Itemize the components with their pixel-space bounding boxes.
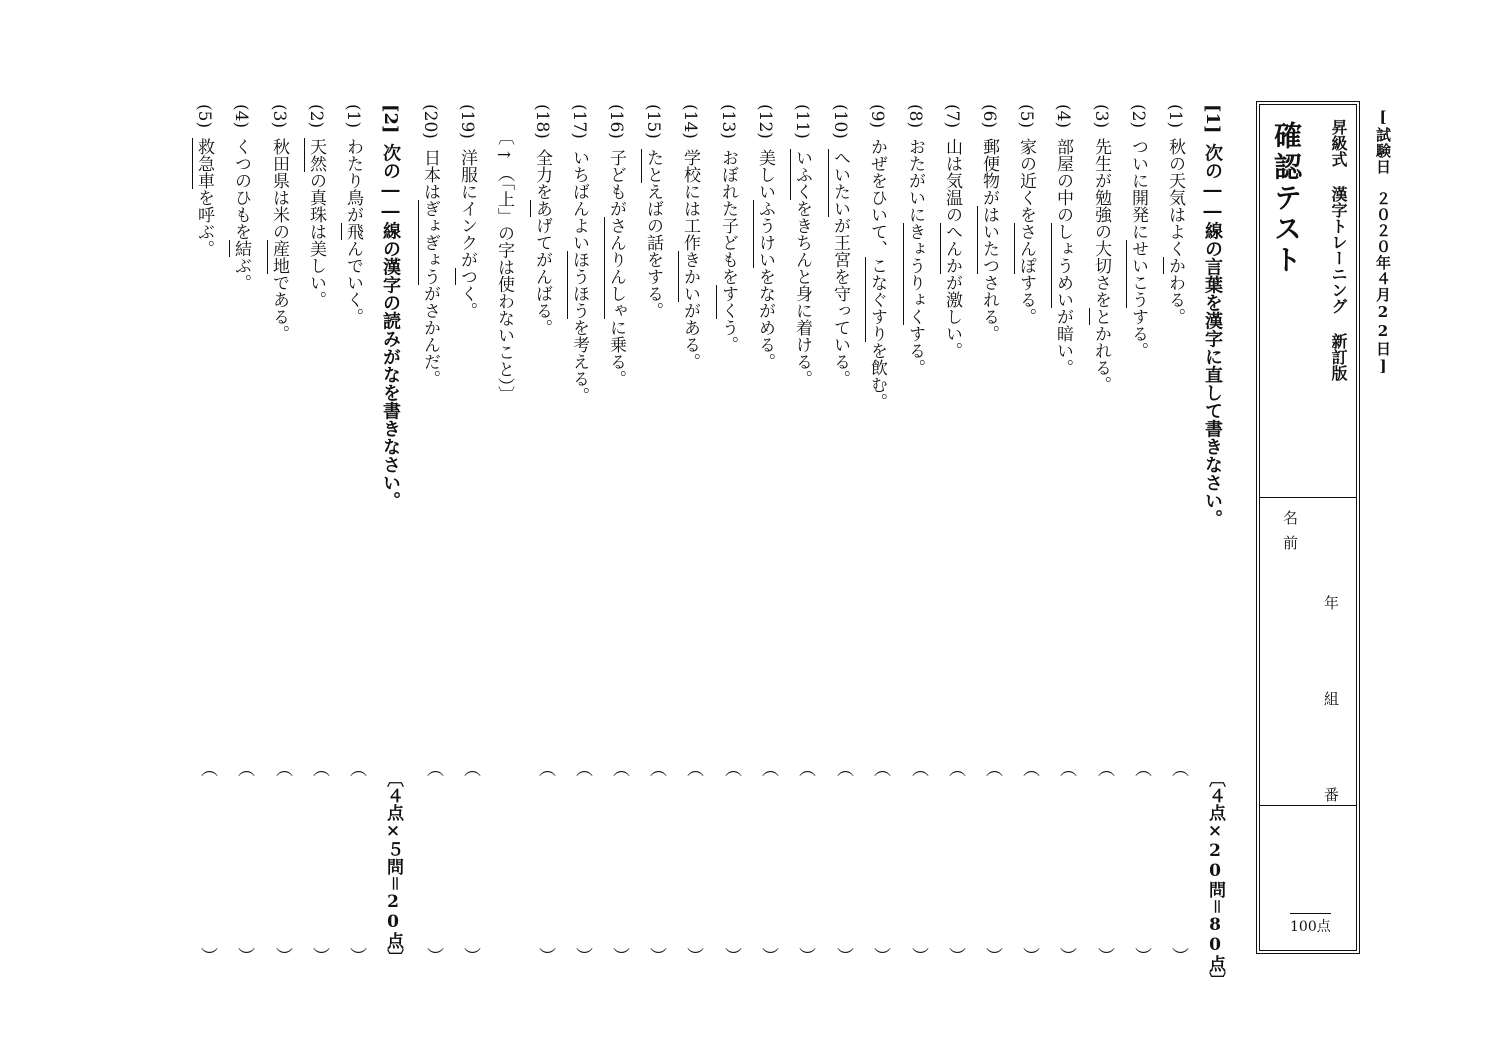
question-item — [644, 104, 661, 319]
question-text: 美しい — [755, 148, 775, 200]
question-text: 家の近くを — [1016, 138, 1036, 224]
question-item — [868, 104, 885, 410]
question-number: (8) — [905, 104, 925, 129]
question-text: 秋の天気はよく — [1165, 138, 1185, 258]
question-number: (5) — [1016, 104, 1036, 129]
underlined-target: すく — [718, 284, 738, 319]
question-item — [1166, 104, 1183, 325]
question-text: を考える。 — [569, 318, 589, 404]
question-number: (10) — [830, 104, 850, 139]
question-text: かれる。 — [1091, 325, 1111, 394]
name-label: 名前 — [1281, 510, 1299, 560]
question-text: かぜをひいて、 — [867, 138, 887, 258]
underlined-target: 救急車 — [194, 138, 214, 190]
question-text: んでいく。 — [343, 240, 363, 326]
question-item — [270, 104, 287, 342]
underlined-target: ぎょぎょう — [420, 199, 440, 285]
question-item — [195, 104, 212, 257]
question-item — [458, 104, 475, 319]
question-item — [533, 104, 550, 336]
question-text: 洋服にインクが — [457, 148, 477, 268]
question-text: 山は気温の — [942, 138, 962, 224]
question-number: (7) — [942, 104, 962, 129]
question-number: (3) — [269, 104, 289, 129]
question-text: 郵便物が — [979, 138, 999, 207]
question-item — [1017, 104, 1034, 325]
question-number: (17) — [569, 104, 589, 139]
underlined-target: こなぐすり — [867, 257, 887, 343]
question-item — [495, 104, 512, 403]
score-label: 100点 — [1290, 913, 1331, 936]
answer-field[interactable]: （ ） — [572, 760, 592, 964]
header-box — [1256, 101, 1360, 954]
question-item — [719, 104, 736, 353]
question-text: 先生が勉強の大切さを — [1091, 138, 1111, 309]
question-text: がさかんだ。 — [420, 284, 440, 387]
question-item — [570, 104, 587, 404]
question-text: 子どもが — [606, 148, 626, 217]
answer-field[interactable]: （ ） — [197, 760, 217, 964]
question-number: (2) — [306, 104, 326, 129]
question-number: (3) — [1091, 104, 1111, 129]
divider — [1260, 805, 1356, 806]
question-item — [421, 104, 438, 387]
question-text: おぼれた子どもを — [718, 148, 738, 285]
question-item — [831, 104, 848, 387]
question-text: おたがいに — [905, 138, 925, 224]
answer-field[interactable]: （ ） — [795, 760, 815, 964]
question-number: (13) — [718, 104, 738, 139]
answer-field[interactable]: （ ） — [982, 760, 1002, 964]
question-text: する。 — [905, 325, 925, 377]
answer-field[interactable]: （ ） — [460, 760, 480, 964]
underlined-target: せいこう — [1128, 240, 1148, 309]
answer-field[interactable]: （ ） — [758, 760, 778, 964]
underlined-target: あ — [532, 199, 552, 217]
question-text: がある。 — [680, 301, 700, 370]
test-title: 確認テスト — [1270, 121, 1303, 276]
answer-field[interactable]: （ ） — [945, 760, 965, 964]
question-text: する。 — [1128, 308, 1148, 360]
question-item — [681, 104, 698, 370]
answer-field[interactable]: （ ） — [1056, 760, 1076, 964]
question-text: 秋田県は米の — [269, 138, 289, 241]
answer-field[interactable]: （ ） — [721, 760, 741, 964]
section1-points: 〔４点×20問＝80点〕 — [1205, 770, 1225, 989]
answer-field[interactable]: （ ） — [234, 760, 254, 964]
underlined-target: つ — [457, 267, 477, 285]
question-text: が暗い。 — [1053, 308, 1073, 377]
question-text: される。 — [979, 274, 999, 343]
answer-field[interactable]: （ ） — [272, 760, 292, 964]
question-number: (15) — [643, 104, 663, 139]
question-text: が王宮を守っている。 — [830, 216, 850, 387]
divider — [1260, 497, 1356, 498]
question-text: 〔→（「上」の字は使わないこと）〕 — [494, 128, 514, 403]
question-item — [756, 104, 773, 370]
underlined-target: へいたい — [830, 148, 850, 217]
underlined-target: さんぽ — [1016, 223, 1036, 275]
question-text: う。 — [718, 318, 738, 353]
question-item — [980, 104, 997, 342]
question-text: わたり鳥が — [343, 138, 363, 224]
question-item — [793, 104, 810, 387]
question-number: (5) — [194, 104, 214, 129]
underlined-target: きょうりょく — [905, 223, 925, 326]
answer-field[interactable]: （ ） — [535, 760, 555, 964]
underlined-target: ふうけい — [755, 199, 775, 268]
question-text: くつのひもを — [231, 138, 251, 241]
question-text: えばの話をする。 — [643, 182, 663, 319]
question-item — [1054, 104, 1071, 376]
question-text: の真珠は美しい。 — [306, 172, 326, 309]
question-item — [943, 104, 960, 359]
question-text: げてがんばる。 — [532, 216, 552, 336]
question-number: (14) — [680, 104, 700, 139]
question-text: 日本は — [420, 148, 440, 200]
answer-field[interactable]: （ ） — [908, 760, 928, 964]
underlined-target: と — [1091, 308, 1111, 326]
question-text: をながめる。 — [755, 267, 775, 370]
underlined-target: ほうほう — [569, 250, 589, 319]
answer-field[interactable]: （ ） — [1094, 760, 1114, 964]
question-text: ついに開発に — [1128, 138, 1148, 241]
question-text: いちばんよい — [569, 148, 589, 251]
question-number: (1) — [1165, 104, 1185, 129]
answer-field[interactable]: （ ） — [423, 760, 443, 964]
underlined-target: 天然 — [306, 138, 326, 173]
answer-field[interactable]: （ ） — [346, 760, 366, 964]
question-text: する。 — [1016, 274, 1036, 326]
answer-field[interactable]: （ ） — [833, 760, 853, 964]
answer-field[interactable]: （ ） — [309, 760, 329, 964]
trial-date: [試験日 ２０２０年４月22日] — [1374, 108, 1392, 376]
underlined-target: さんりんしゃ — [606, 216, 626, 319]
question-text: が激しい。 — [942, 274, 962, 360]
question-number: (19) — [457, 104, 477, 139]
question-item — [307, 104, 324, 308]
question-number: (4) — [1053, 104, 1073, 129]
question-item — [232, 104, 249, 291]
answer-field[interactable]: （ ） — [646, 760, 666, 964]
question-item — [607, 104, 624, 387]
underlined-target: 飛 — [343, 223, 363, 241]
question-number: (12) — [755, 104, 775, 139]
underlined-target: 産地 — [269, 240, 289, 275]
question-item — [1129, 104, 1146, 359]
question-text: に乗る。 — [606, 318, 626, 387]
underlined-target: しょうめい — [1053, 223, 1073, 309]
question-number: (1) — [343, 104, 363, 129]
section1-instruction: [1]次の――線の言葉を漢字に直して書きなさい。 — [1202, 104, 1223, 528]
answer-field[interactable]: （ ） — [609, 760, 629, 964]
question-item — [906, 104, 923, 376]
question-text: を飲む。 — [867, 342, 887, 411]
question-number: (18) — [532, 104, 552, 139]
underlined-target: たと — [643, 148, 663, 183]
underlined-target: はいたつ — [979, 206, 999, 275]
question-text: である。 — [269, 274, 289, 343]
question-number: (9) — [867, 104, 887, 129]
question-text: 全力を — [532, 148, 552, 200]
answer-field[interactable]: （ ） — [870, 760, 890, 964]
underlined-target: へんか — [942, 223, 962, 275]
question-number: (16) — [606, 104, 626, 139]
number-label: 番 — [1324, 786, 1340, 804]
class-label: 組 — [1324, 690, 1340, 708]
question-text: を呼ぶ。 — [194, 189, 214, 258]
section2-points: 〔４点×５問＝20点〕 — [383, 770, 403, 966]
answer-field[interactable]: （ ） — [1019, 760, 1039, 964]
question-text: 部屋の中の — [1053, 138, 1073, 224]
question-text: をきちんと身に着ける。 — [792, 199, 812, 387]
question-number: (11) — [792, 104, 812, 139]
question-item — [344, 104, 361, 325]
question-text: わる。 — [1165, 274, 1185, 326]
underlined-target: きかい — [680, 250, 700, 302]
series-title: 昇級式 漢字トレーニング 新訂版 — [1329, 119, 1348, 381]
section2-instruction: [2]次の――線の漢字の読みがなを書きなさい。 — [380, 104, 401, 510]
question-number: (6) — [979, 104, 999, 129]
underlined-target: か — [1165, 257, 1185, 275]
question-item — [1092, 104, 1109, 393]
grade-label: 年 — [1324, 594, 1340, 612]
question-number: (2) — [1128, 104, 1148, 129]
question-text: 学校には工作 — [680, 148, 700, 251]
underlined-target: 結 — [231, 240, 251, 258]
answer-field[interactable]: （ ） — [1131, 760, 1151, 964]
question-text: く。 — [457, 284, 477, 319]
answer-field[interactable]: （ ） — [683, 760, 703, 964]
underlined-target: いふく — [792, 148, 812, 200]
question-text: ぶ。 — [231, 257, 251, 292]
question-number: (20) — [420, 104, 440, 139]
answer-field[interactable]: （ ） — [1168, 760, 1188, 964]
question-number: (4) — [231, 104, 251, 129]
